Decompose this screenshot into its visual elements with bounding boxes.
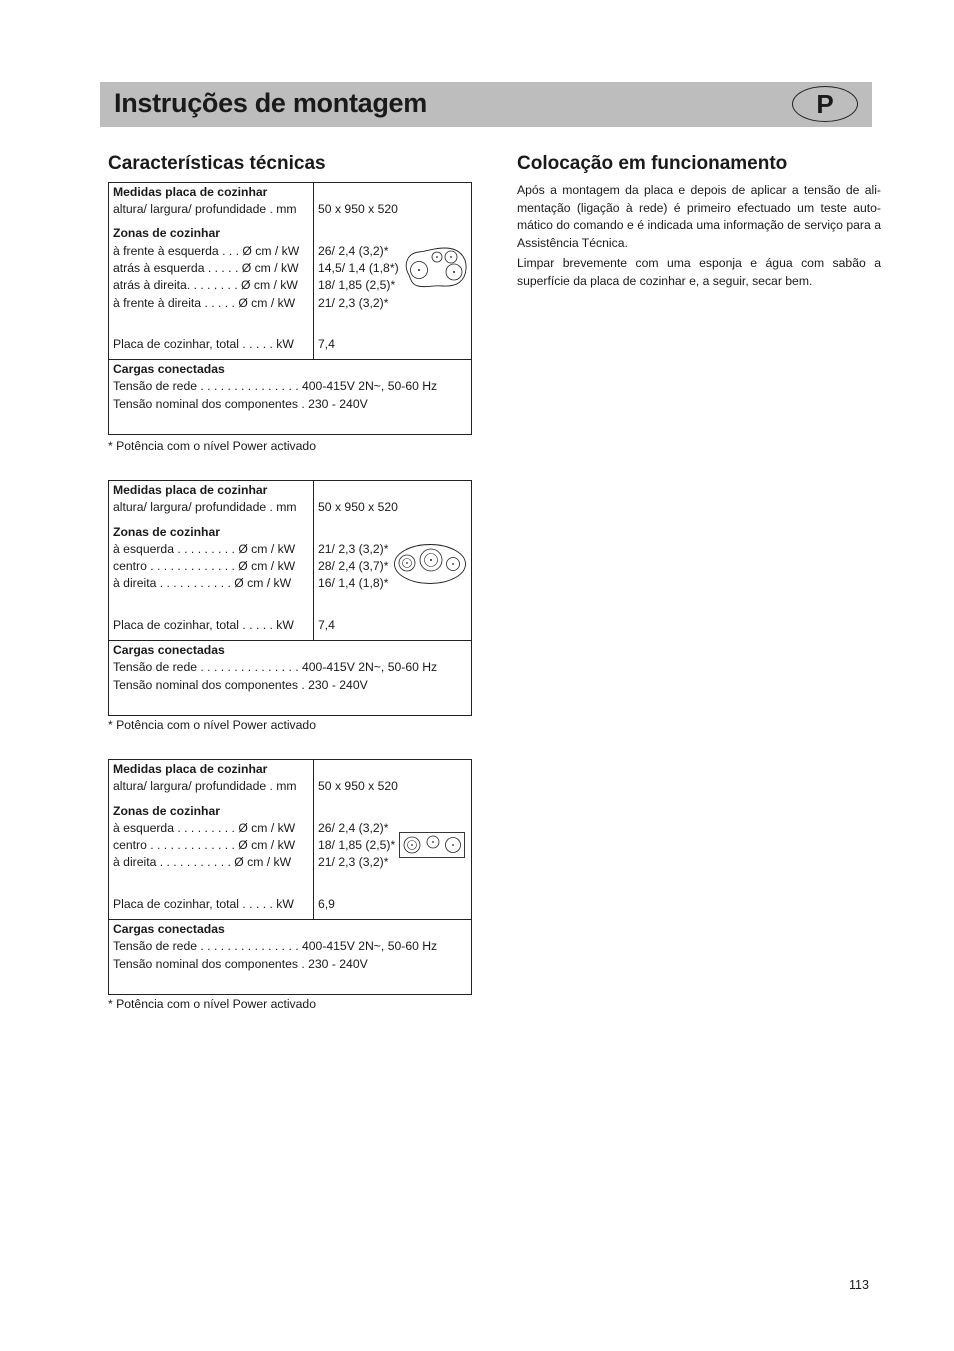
zone-value: 14,5/ 1,4 (1,8*) [318, 261, 399, 275]
zones-title: Zonas de cozinhar [113, 525, 220, 539]
voltage-row: Tensão de rede . . . . . . . . . . . . . . . 400-415V 2N~, 50-60 Hz [113, 939, 438, 953]
zone-value: 16/ 1,4 (1,8)* [318, 576, 389, 590]
total-value: 7,4 [318, 337, 335, 351]
column-divider [313, 760, 314, 919]
zone-label: à esquerda . . . . . . . . . Ø cm / kW [113, 821, 296, 835]
nominal-voltage-row: Tensão nominal dos componentes . 230 - 240V [113, 397, 368, 411]
zone-value: 21/ 2,3 (3,2)* [318, 296, 389, 310]
commissioning-heading: Colocação em funcionamento [517, 153, 788, 174]
dims-value: 50 x 950 x 520 [318, 779, 398, 793]
zone-label: à direita . . . . . . . . . . . Ø cm / kW [113, 576, 292, 590]
dims-label: altura/ largura/ profundidade . mm [113, 779, 297, 793]
zone-value: 21/ 2,3 (3,2)* [318, 542, 389, 556]
page-number: 113 [849, 1278, 869, 1292]
dims-value: 50 x 950 x 520 [318, 500, 398, 514]
zone-value: 18/ 1,85 (2,5)* [318, 838, 396, 852]
voltage-row: Tensão de rede . . . . . . . . . . . . . . . 400-415V 2N~, 50-60 Hz [113, 660, 438, 674]
column-divider [313, 183, 314, 359]
spec-table-upper [109, 183, 471, 359]
spec-table-upper [109, 481, 471, 640]
zones-title: Zonas de cozinhar [113, 804, 220, 818]
zone-label: à frente à direita . . . . . Ø cm / kW [113, 296, 296, 310]
loads-title: Cargas conectadas [113, 362, 225, 376]
rectangular-three-zone-hob-icon [399, 832, 465, 858]
zone-label: centro . . . . . . . . . . . . . Ø cm / kW [113, 559, 296, 573]
zone-value: 21/ 2,3 (3,2)* [318, 855, 389, 869]
language-badge: P [792, 86, 858, 122]
technical-specs-heading: Características técnicas [108, 153, 326, 174]
loads-title: Cargas conectadas [113, 643, 225, 657]
dims-title: Medidas placa de cozinhar [113, 762, 268, 776]
footnote: * Potência com o nível Power activado [108, 439, 316, 453]
column-divider [313, 481, 314, 640]
four-zone-hob-icon [403, 245, 469, 289]
spec-table-2 [108, 480, 472, 716]
dims-title: Medidas placa de cozinhar [113, 185, 268, 199]
nominal-voltage-row: Tensão nominal dos componentes . 230 - 240V [113, 957, 368, 971]
zones-title: Zonas de cozinhar [113, 226, 220, 240]
dims-title: Medidas placa de cozinhar [113, 483, 268, 497]
page-title: Instruções de montagem [114, 88, 427, 118]
zone-label: atrás à esquerda . . . . . Ø cm / kW [113, 261, 299, 275]
loads-title: Cargas conectadas [113, 922, 225, 936]
commissioning-paragraph-2: Limpar brevemente com uma esponja e água com sabão a superfície da placa de cozinhar e, a seguir, secar bem. [517, 256, 881, 288]
total-label: Placa de cozinhar, total . . . . . kW [113, 618, 294, 632]
dims-value: 50 x 950 x 520 [318, 202, 398, 216]
total-label: Placa de cozinhar, total . . . . . kW [113, 897, 294, 911]
spec-table-lower [109, 640, 471, 717]
dims-label: altura/ largura/ profundidade . mm [113, 500, 297, 514]
zone-value: 26/ 2,4 (3,2)* [318, 821, 389, 835]
zone-label: à frente à esquerda . . . Ø cm / kW [113, 244, 300, 258]
total-label: Placa de cozinhar, total . . . . . kW [113, 337, 294, 351]
header-bar [100, 82, 872, 127]
zone-value: 28/ 2,4 (3,7)* [318, 559, 389, 573]
zone-label: centro . . . . . . . . . . . . . Ø cm / kW [113, 838, 296, 852]
voltage-row: Tensão de rede . . . . . . . . . . . . . . . 400-415V 2N~, 50-60 Hz [113, 379, 438, 393]
spec-table-lower [109, 919, 471, 996]
total-value: 6,9 [318, 897, 335, 911]
nominal-voltage-row: Tensão nominal dos componentes . 230 - 240V [113, 678, 368, 692]
commissioning-paragraph-1: Após a montagem da placa e depois de aplicar a tensão de ali-mentação (ligação à rede) é primeiro efectuado um teste auto-mático do comando e é indicada uma informação de serviço para a Assistência Técnica. [517, 183, 881, 250]
zone-label: à direita . . . . . . . . . . . Ø cm / kW [113, 855, 292, 869]
zone-value: 26/ 2,4 (3,2)* [318, 244, 389, 258]
footnote: * Potência com o nível Power activado [108, 997, 316, 1011]
zone-label: atrás à direita. . . . . . . . Ø cm / kW [113, 278, 298, 292]
spec-table-1 [108, 182, 472, 435]
zone-value: 18/ 1,85 (2,5)* [318, 278, 396, 292]
oval-three-zone-hob-icon [393, 543, 467, 585]
spec-table-upper [109, 760, 471, 919]
dims-label: altura/ largura/ profundidade . mm [113, 202, 297, 216]
spec-table-lower [109, 359, 471, 436]
footnote: * Potência com o nível Power activado [108, 718, 316, 732]
zone-label: à esquerda . . . . . . . . . Ø cm / kW [113, 542, 296, 556]
spec-table-3 [108, 759, 472, 995]
total-value: 7,4 [318, 618, 335, 632]
